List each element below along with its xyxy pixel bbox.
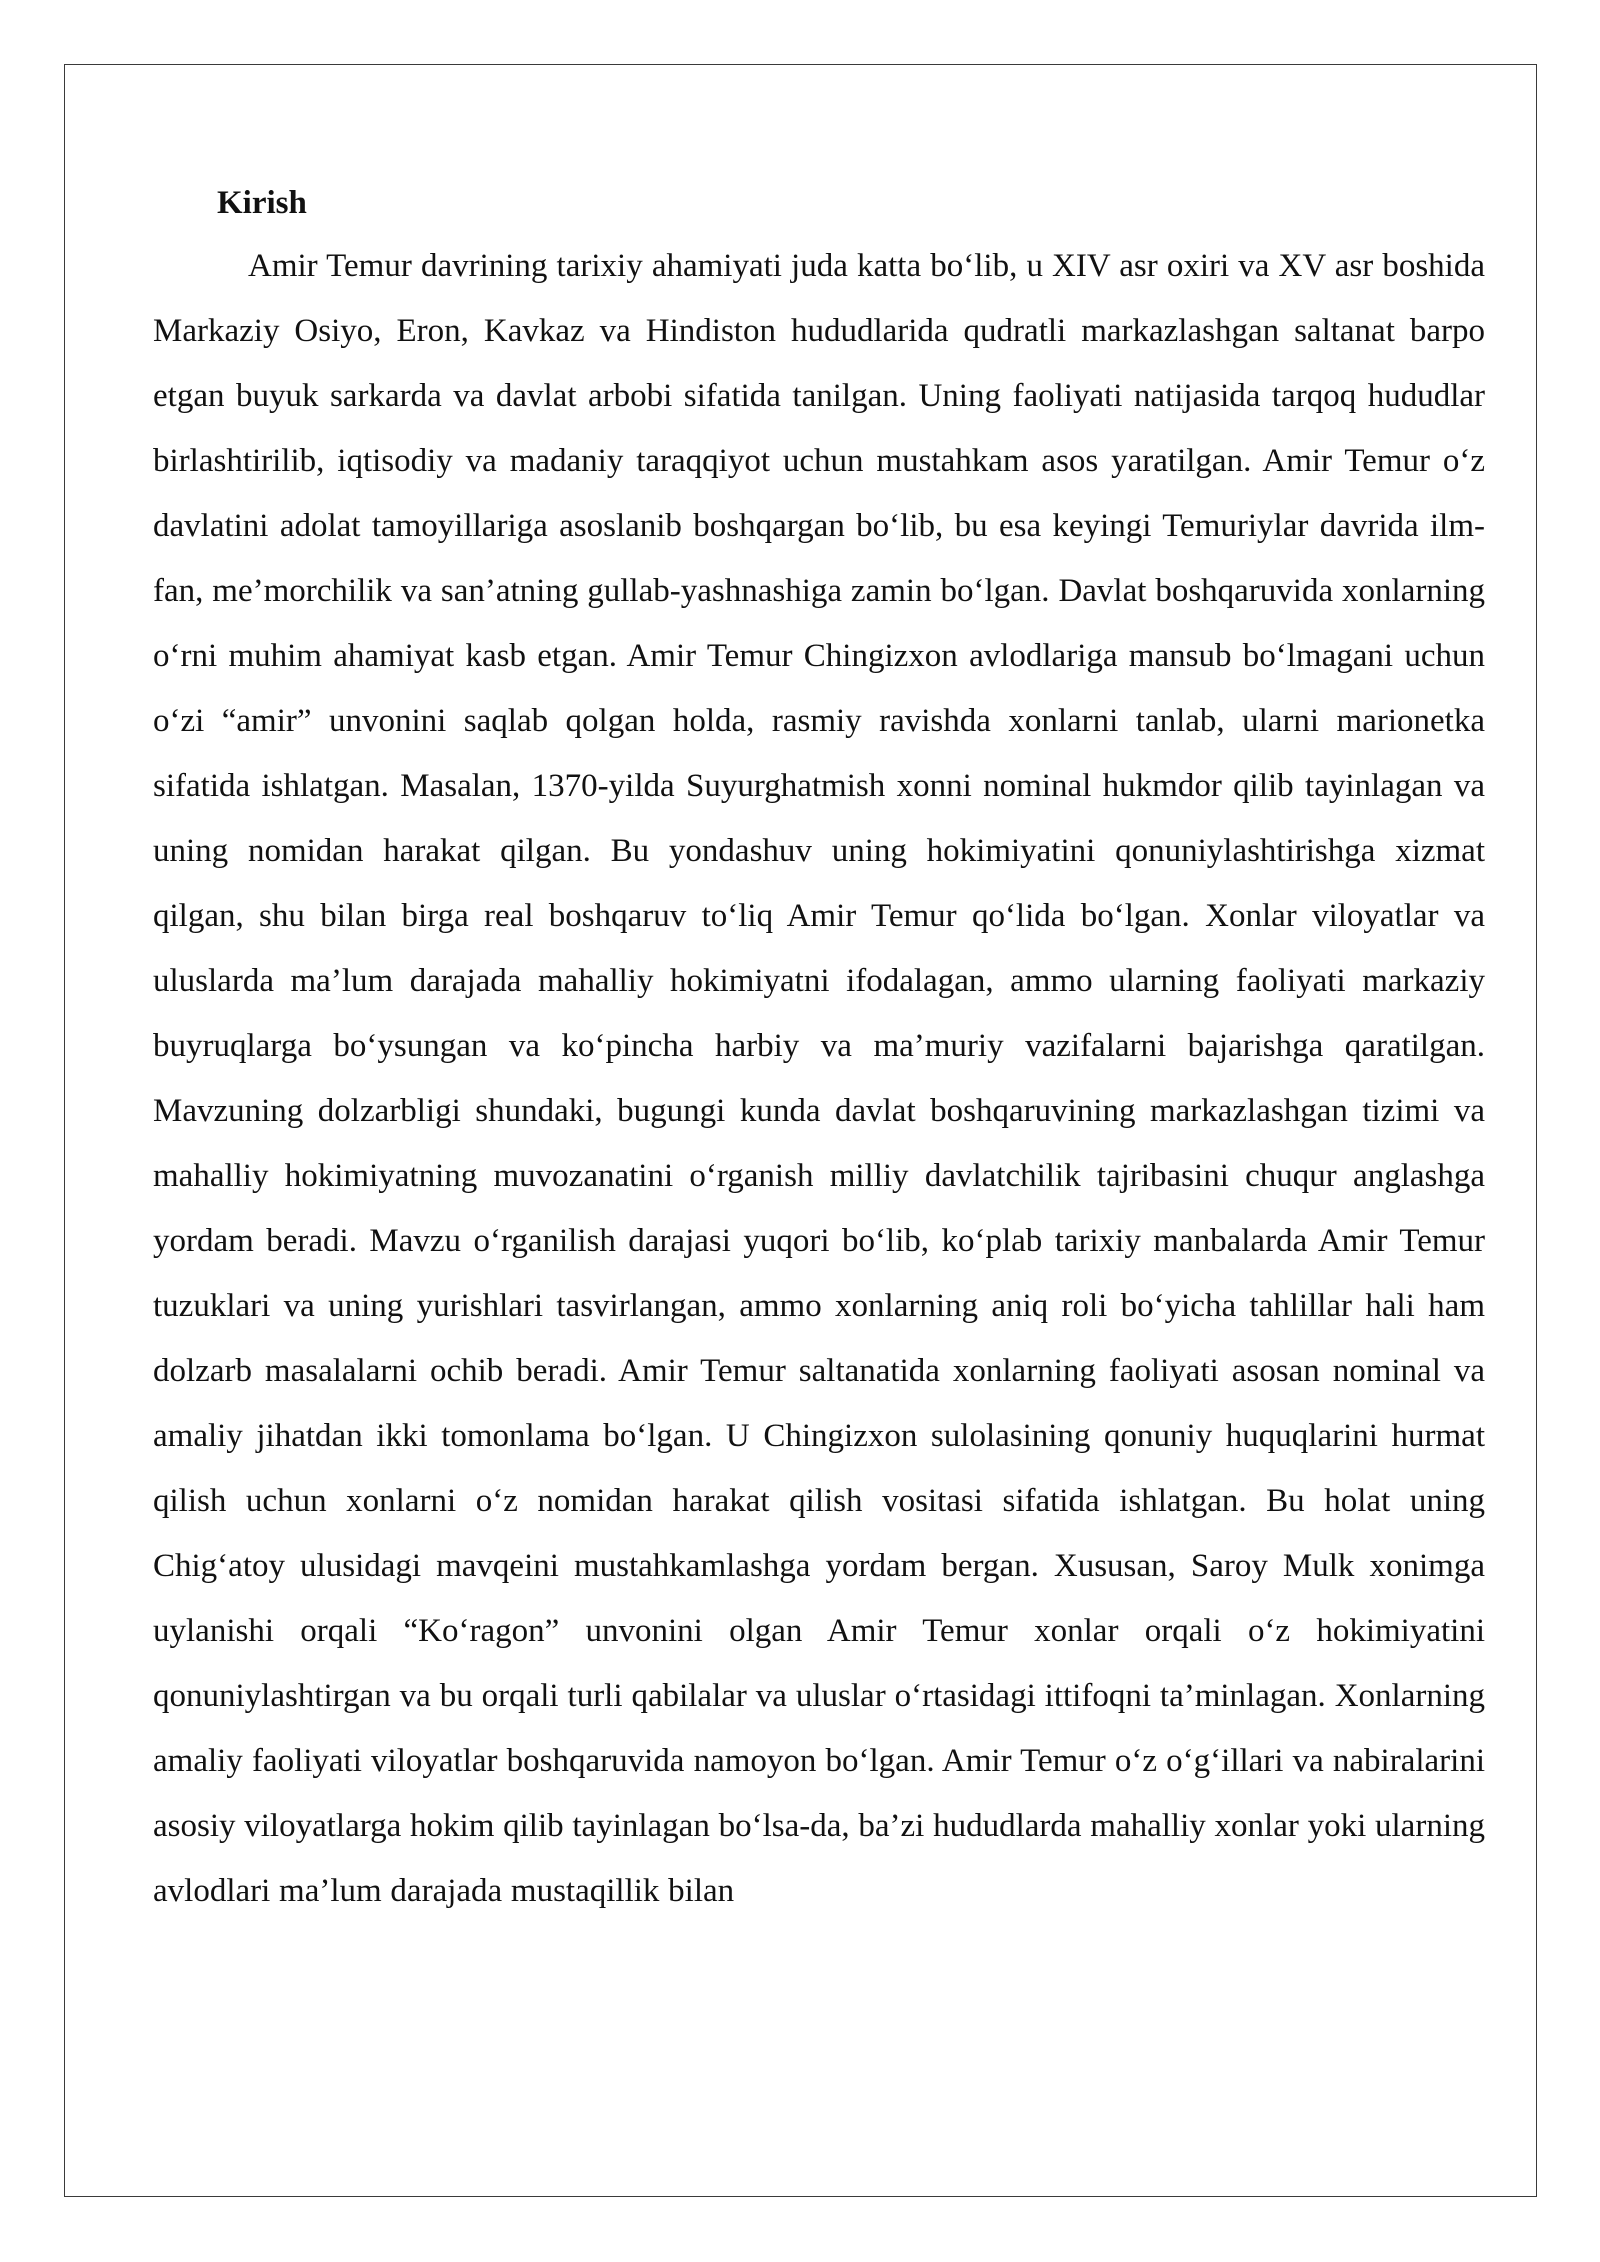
body-paragraph: Amir Temur davrining tarixiy ahamiyati juda katta bo‘lib, u XIV asr oxiri va XV asr boshida Markaziy Osiyo, Eron, Kavkaz va Hindiston hududlarida qudratli markazlashgan saltanat barpo etgan buyuk sarkarda va davlat arbobi sifatida tanilgan. Uning faoliyati natijasida tarqoq hududlar birlashtirilib, iqtisodiy va madaniy taraqqiyot uchun mustahkam asos yaratilgan. Amir Temur o‘z davlatini adolat tamoyillariga asoslanib boshqargan bo‘lib, bu esa keyingi Temuriylar davrida ilm-fan, me’morchilik va san’atning gullab-yashnashiga zamin bo‘lgan. Davlat boshqaruvida xonlarning o‘rni muhim ahamiyat kasb etgan. Amir Temur Chingizxon avlodlariga mansub bo‘lmagani uchun o‘zi “amir” unvonini saqlab qolgan holda, rasmiy ravishda xonlarni tanlab, ularni marionetka sifatida ishlatgan. Masalan, 1370-yilda Suyurghatmish xonni nominal hukmdor qilib tayinlagan va uning nomidan harakat qilgan. Bu yondashuv uning hokimiyatini qonuniylashtirishga xizmat qilgan, shu bilan birga real boshqaruv to‘liq Amir Temur qo‘lida bo‘lgan. Xonlar viloyatlar va uluslarda ma’lum darajada mahalliy hokimiyatni ifodalagan, ammo ularning faoliyati markaziy buyruqlarga bo‘ysungan va ko‘pincha harbiy va ma’muriy vazifalarni bajarishga qaratilgan. Mavzuning dolzarbligi shundaki, bugungi kunda davlat boshqaruvining markazlashgan tizimi va mahalliy hokimiyatning muvozanatini o‘rganish milliy davlatchilik tajribasini chuqur anglashga yordam beradi. Mavzu o‘rganilish darajasi yuqori bo‘lib, ko‘plab tarixiy manbalarda Amir Temur tuzuklari va uning yurishlari tasvirlangan, ammo xonlarning aniq roli bo‘yicha tahlillar hali ham dolzarb masalalarni ochib beradi. Amir Temur saltanatida xonlarning faoliyati asosan nominal va amaliy jihatdan ikki tomonlama bo‘lgan. U Chingizxon sulolasining qonuniy huquqlarini hurmat qilish uchun xonlarni o‘z nomidan harakat qilish vositasi sifatida ishlatgan. Bu holat uning Chig‘atoy ulusidagi mavqeini mustahkamlashga yordam bergan. Xususan, Saroy Mulk xonimga uylanishi orqali “Ko‘ragon” unvonini olgan Amir Temur xonlar orqali o‘z hokimiyatini qonuniylashtirgan va bu orqali turli qabilalar va uluslar o‘rtasidagi ittifoqni ta’minlagan. Xonlarning amaliy faoliyati viloyatlar boshqaruvida namoyon bo‘lgan. Amir Temur o‘z o‘g‘illari va nabiralarini asosiy viloyatlarga hokim qilib tayinlagan bo‘lsa-da, ba’zi hududlarda mahalliy xonlar yoki ularning avlodlari ma’lum darajada mustaqillik bilan bbox=[153, 248, 1485, 1909]
document-content bbox=[153, 178, 1485, 2184]
section-heading: Kirish bbox=[217, 185, 307, 221]
